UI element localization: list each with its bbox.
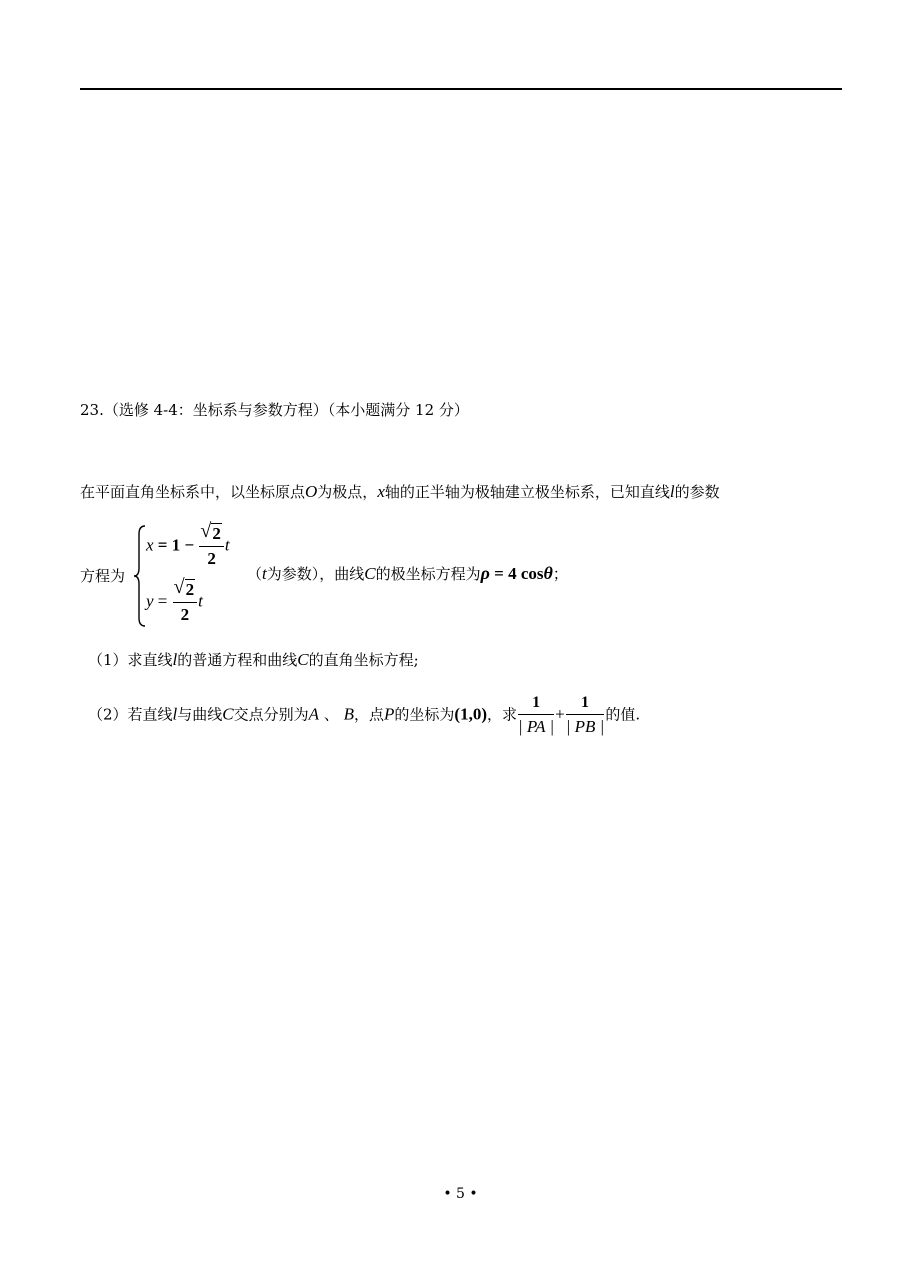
eq-y-fraction: √ 2 2 <box>173 580 198 625</box>
system-label: 方程为 <box>80 567 126 585</box>
part2-P: P <box>384 704 395 724</box>
eq-x-param: t <box>224 535 230 555</box>
note-rest: 为参数），曲线 <box>266 565 365 583</box>
part2-l: l <box>172 704 178 724</box>
page-number: • 5 • <box>443 1186 478 1202</box>
frac-PA-num: 1 <box>518 694 554 715</box>
header-rule <box>80 88 842 90</box>
part2-text-g: 的值. <box>605 705 641 724</box>
eq-x-lhs: x <box>146 535 154 555</box>
part2-C: C <box>222 704 234 724</box>
eq-y-mid: = <box>153 591 172 611</box>
eq-y-denominator: 2 <box>180 605 190 624</box>
fraction-PB <box>566 694 605 737</box>
intro-text-4: 的参数 <box>674 483 720 501</box>
intro-text-1: 在平面直角坐标系中，以坐标原点 <box>80 483 306 501</box>
part1-l: l <box>172 650 178 669</box>
part2-text-f: ，求 <box>486 705 517 724</box>
origin-symbol: O <box>305 482 318 501</box>
part2-text-b: 与曲线 <box>177 705 223 724</box>
fraction-PA <box>518 694 554 737</box>
point-P-coords: (1,0) <box>454 704 487 724</box>
question-intro <box>80 482 720 502</box>
equation-x <box>146 520 230 569</box>
part2-text-d: ，点 <box>353 705 384 724</box>
x-symbol: x <box>377 482 385 501</box>
curve-text: 的极坐标方程为 <box>375 565 481 583</box>
eq-x-radicand: 2 <box>212 524 221 543</box>
left-brace <box>133 524 147 628</box>
eq-y-param: t <box>198 591 203 611</box>
note-open: （ <box>247 565 263 583</box>
frac-PA-den: | PA | <box>518 717 555 736</box>
part-2 <box>88 694 640 746</box>
polar-end: ； <box>552 565 568 583</box>
theta-symbol: θ <box>543 563 553 583</box>
note-t: t <box>262 564 267 583</box>
parameter-note <box>247 563 568 584</box>
line-symbol: l <box>669 482 675 501</box>
equation-y <box>146 576 203 625</box>
frac-PB-num: 1 <box>566 694 605 715</box>
curve-symbol: C <box>364 564 376 583</box>
part1-text-c: 的直角坐标方程; <box>308 651 419 669</box>
plus-sign: + <box>555 704 565 724</box>
part1-C: C <box>297 650 309 669</box>
part2-B: B <box>343 704 354 724</box>
part2-text-a: （2）若直线 <box>88 705 173 724</box>
eq-x-denominator: 2 <box>207 549 216 568</box>
polar-rest: = 4 cos <box>489 564 544 583</box>
part2-text-c: 交点分别为 <box>233 705 309 724</box>
part1-text-b: 的普通方程和曲线 <box>177 651 298 669</box>
eq-y-lhs: y <box>146 591 154 611</box>
intro-text-3: 轴的正半轴为极轴建立极坐标系，已知直线 <box>384 483 670 501</box>
eq-x-fraction: √ 2 2 <box>199 524 224 569</box>
intro-text-2: 为极点， <box>317 483 378 501</box>
rho-symbol: ρ <box>480 563 490 583</box>
part2-sep: 、 <box>319 705 344 724</box>
part2-text-e: 的坐标为 <box>394 705 455 724</box>
part-1 <box>88 650 419 670</box>
eq-y-radicand: 2 <box>185 580 195 599</box>
question-header-text: 23.（选修 4-4：坐标系与参数方程）（本小题满分 12 分） <box>80 401 469 419</box>
part1-text-a: （1）求直线 <box>88 651 173 669</box>
frac-PB-den: | PB | <box>565 717 605 736</box>
eq-x-mid: = 1 − <box>153 535 199 555</box>
question-header <box>80 400 469 420</box>
part2-A: A <box>308 704 320 724</box>
